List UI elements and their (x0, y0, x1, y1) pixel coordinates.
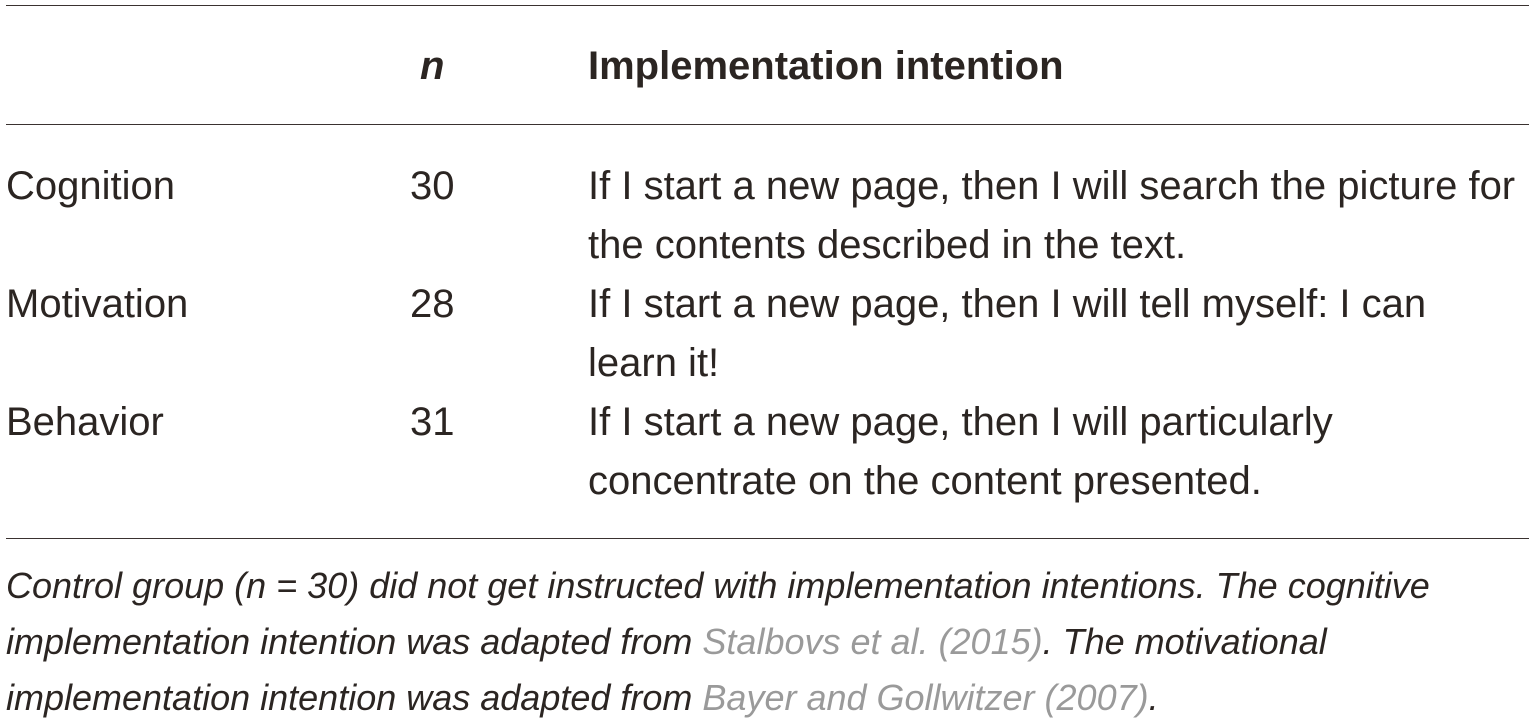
footnote-text: Control group (n = 30) did not get instructed with implementation intentions. The cognitive implementation intention was adapted from (6, 565, 1430, 662)
condition-cell: Motivation (6, 282, 189, 326)
table-bottom-rule (6, 538, 1529, 539)
footnote-text: . (1148, 677, 1159, 718)
implementation-cell: If I start a new page, then I will search the picture for the contents described in the text. (588, 164, 1516, 267)
table-footnote (6, 558, 1531, 726)
reference-link-bayer-gollwitzer[interactable]: Bayer and Gollwitzer (2007) (702, 677, 1149, 718)
n-cell: 31 (410, 400, 455, 444)
reference-link-stalbovs[interactable]: Stalbovs et al. (2015) (702, 621, 1043, 662)
implementation-cell: If I start a new page, then I will particularly concentrate on the content presented. (588, 400, 1333, 503)
column-header-n: n (420, 44, 445, 88)
implementation-cell: If I start a new page, then I will tell myself: I can learn it! (588, 282, 1427, 385)
table-top-rule (6, 5, 1529, 6)
n-cell: 28 (410, 282, 455, 326)
n-cell: 30 (410, 164, 455, 208)
condition-cell: Cognition (6, 164, 176, 208)
condition-cell: Behavior (6, 400, 164, 444)
footnote-text: . The motivational implementation intention was adapted from (6, 621, 1327, 718)
column-header-implementation-intention: Implementation intention (588, 44, 1064, 88)
header-separator-rule (6, 124, 1529, 125)
